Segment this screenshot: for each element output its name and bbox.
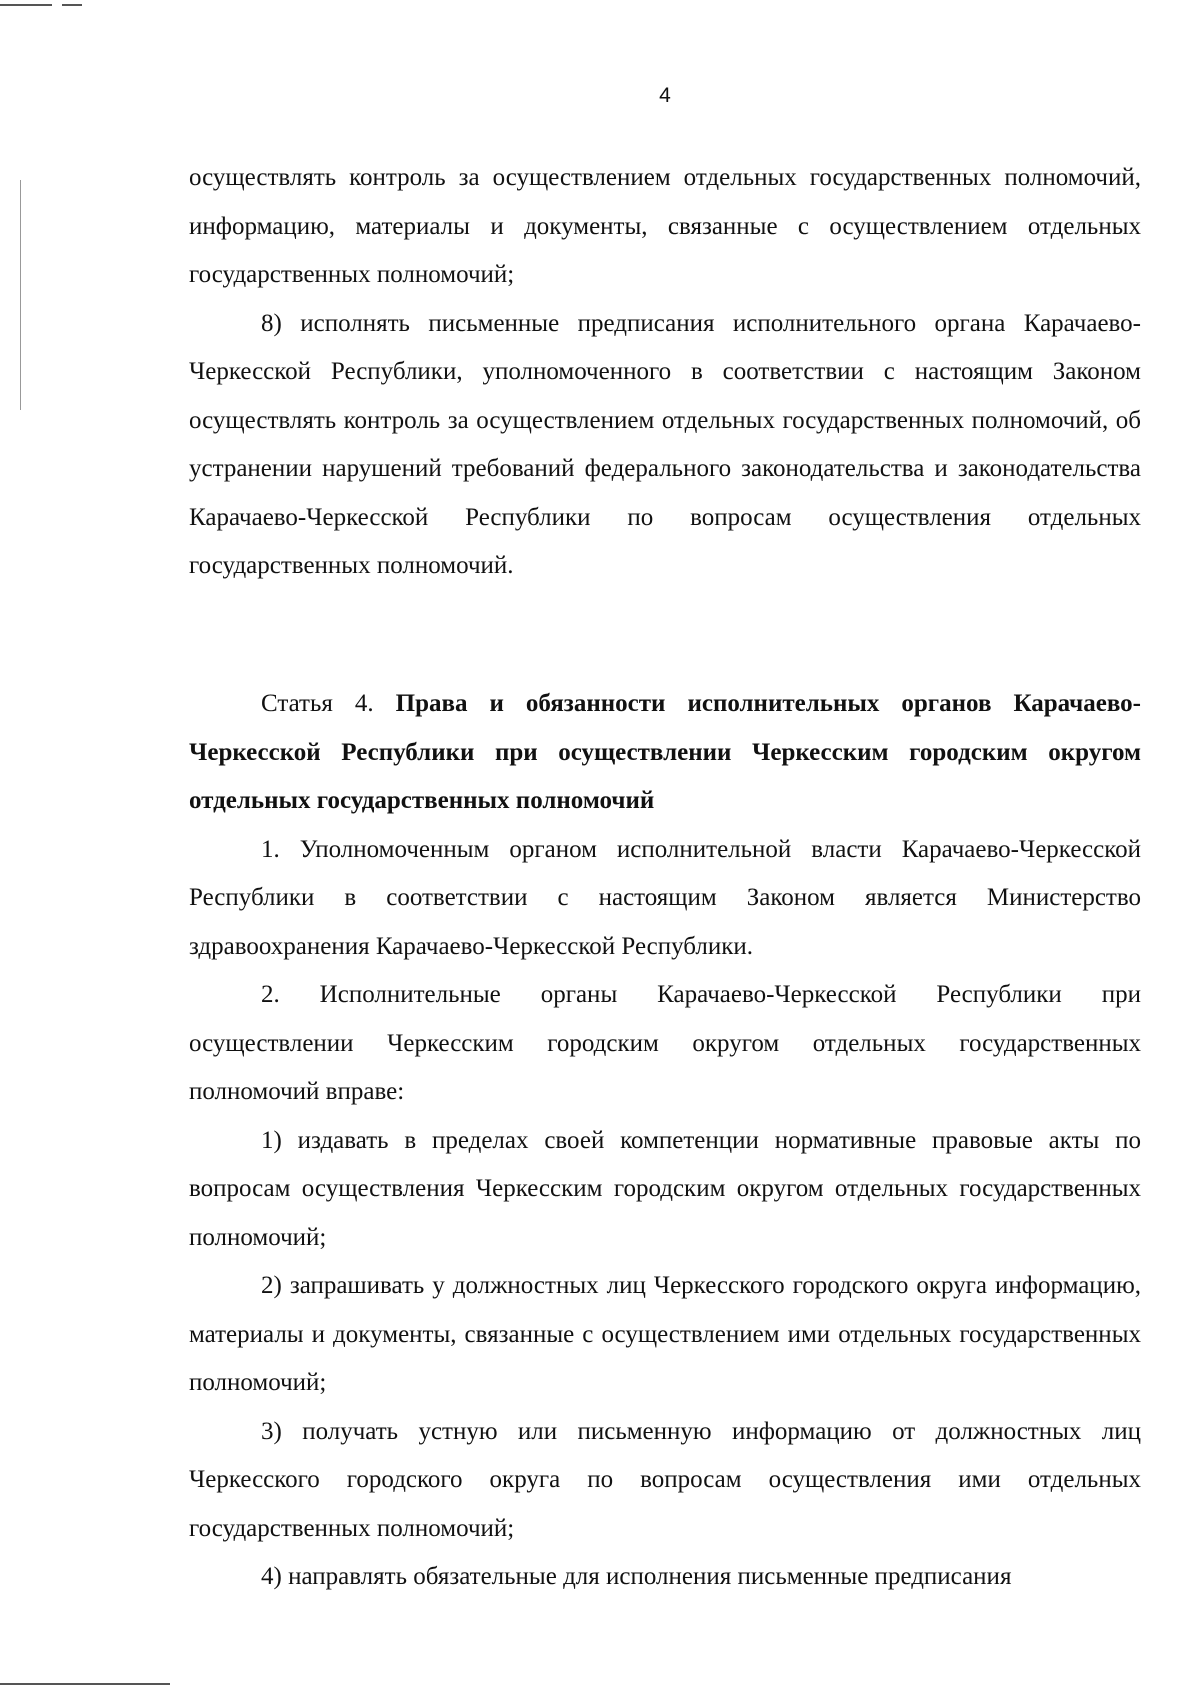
article-block [189,680,1141,1602]
paragraph-continuation: осуществлять контроль за осуществлением отдельных государственных полномочий, информацию, материалы и документы, связанные с осуществлением отдельных государственных полномочий; [189,164,1141,288]
paragraph-item-8: 8) исполнять письменные предписания исполнительного органа Карачаево-Черкесской Республики, уполномоченного в соответствии с настоящим Законом осуществлять контроль за осуществлением отдельных государственных полномочий, об устранении нарушений требований федерального законодательства и законодательства Карачаево-Черкесской Республики по вопросам осуществления отдельных государственных полномочий. [189,309,1141,579]
page-number: 4 [659,84,671,107]
article-label: Статья 4. [261,690,374,717]
article-item-1: 1) издавать в пределах своей компетенции нормативные правовые акты по вопросам осуществления Черкесским городским округом отдельных государственных полномочий; [189,1126,1141,1251]
scan-artifact-top-left [0,4,52,6]
article-paragraph-1: 1. Уполномоченным органом исполнительной власти Карачаево-Черкесской Республики в соответствии с настоящим Законом является Министерство здравоохранения Карачаево-Черкесской Республики. [189,835,1141,960]
article-item-3: 3) получать устную или письменную информацию от должностных лиц Черкесского городского округа по вопросам осуществления ими отдельных государственных полномочий; [189,1417,1141,1542]
article-item-4: 4) направлять обязательные для исполнения письменные предписания [261,1563,1012,1590]
scan-artifact-left-edge [20,180,21,410]
top-text-block [189,154,1141,591]
article-paragraph-2: 2. Исполнительные органы Карачаево-Черкесской Республики при осуществлении Черкесским городским округом отдельных государственных полномочий вправе: [189,981,1141,1105]
scan-artifact-bottom-left [0,1683,170,1685]
article-title: Права и обязанности исполнительных органов Карачаево-Черкесской Республики при осуществлении Черкесским городским округом отдельных государственных полномочий [189,690,1141,814]
scan-artifact-top-left-2 [62,4,82,6]
article-heading [189,680,1141,826]
article-item-2: 2) запрашивать у должностных лиц Черкесского городского округа информацию, материалы и документы, связанные с осуществлением ими отдельных государственных полномочий; [189,1272,1141,1396]
